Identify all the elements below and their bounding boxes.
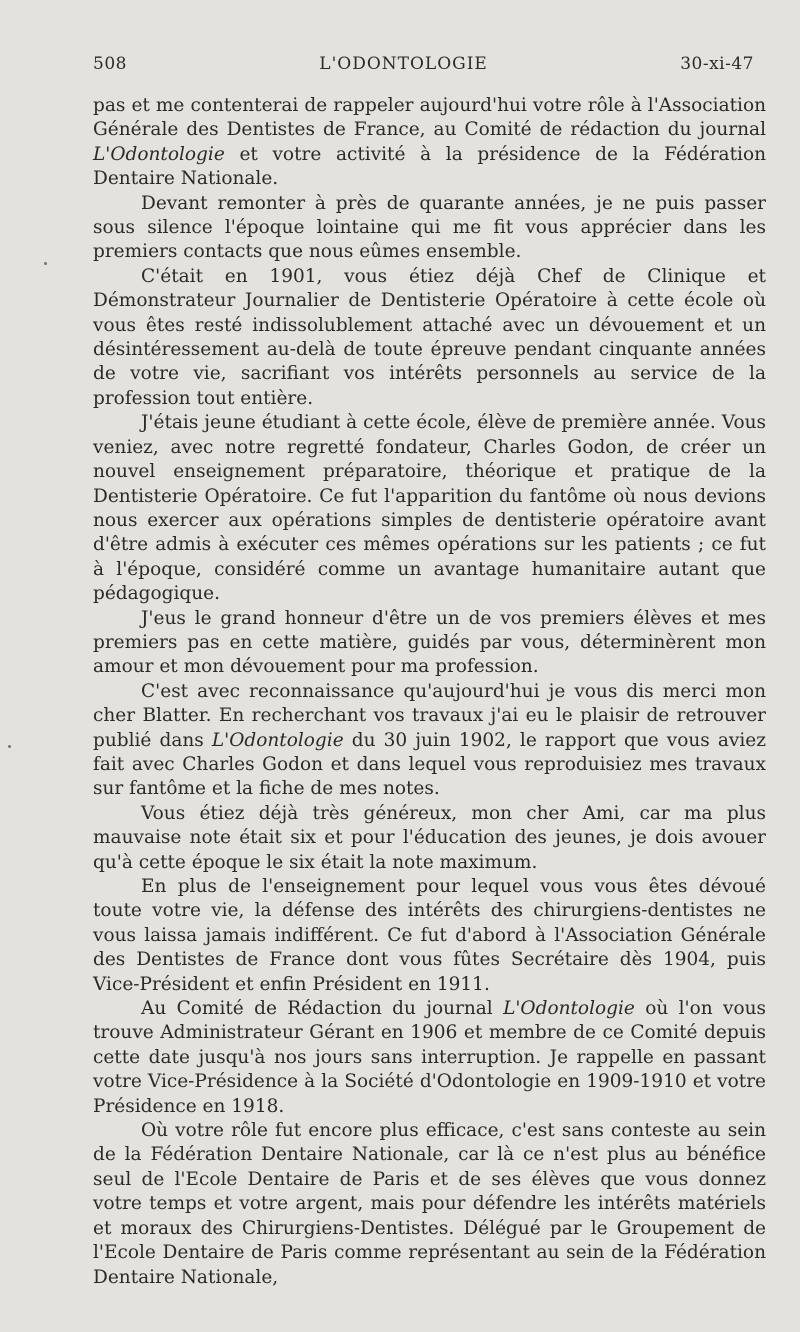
- issue-date: 30-xi-47: [680, 54, 754, 74]
- text-run: C'était en 1901, vous étiez déjà Chef de Clinique et Démonstrateur Journalier de Dentisterie Opératoire à cette école où vous êtes resté indissolublement attaché avec un dévouement et un désintéressement au-delà de toute épreuve pendant cinquante années de votre vie, sacrifiant vos intérêts personnels au service de la profession tout entière.: [93, 265, 766, 409]
- text-run: du 30 juin 1902, le rapport que vous aviez fait avec Charles Godon et dans lequel vous reproduisiez mes travaux sur fantôme et la fiche de mes notes.: [93, 729, 766, 800]
- paragraph: [93, 192, 766, 265]
- text-run: pas et me contenterai de rappeler aujourd'hui votre rôle à l'Association Générale des Dentistes de France, au Comité de rédaction du journal: [93, 95, 766, 141]
- text-run: Vous étiez déjà très généreux, mon cher Ami, car ma plus mauvaise note était six et pour l'éducation des jeunes, je dois avouer qu'à cette époque le six était la note maximum.: [93, 802, 766, 873]
- text-run: C'est avec reconnaissance qu'aujourd'hui je vous dis merci mon cher Blatter. En recherchant vos travaux j'ai eu le plaisir de retrouver publié dans: [93, 680, 766, 751]
- text-run: J'étais jeune étudiant à cette école, élève de première année. Vous veniez, avec notre regretté fondateur, Charles Godon, de créer un nouvel enseignement préparatoire, théorique et pratique de la Dentisterie Opératoire. Ce fut l'apparition du fantôme où nous devions nous exercer aux opérations simples de dentisterie opératoire avant d'être admis à exécuter ces mêmes opérations sur les patients ; ce fut à l'époque, considéré comme un avantage humanitaire autant que pédagogique.: [93, 412, 766, 605]
- print-speck: [44, 262, 47, 265]
- journal-title: L'ODONTOLOGIE: [319, 54, 488, 74]
- text-run: Devant remonter à près de quarante années, je ne puis passer sous silence l'époque lointaine qui me fit vous apprécier dans les premiers contacts que nous eûmes ensemble.: [93, 192, 766, 263]
- journal-name-italic: L'Odontologie: [211, 729, 344, 751]
- paragraph: [93, 680, 766, 802]
- body-text: [93, 94, 766, 1290]
- paragraph: [93, 875, 766, 997]
- paragraph: [93, 997, 766, 1119]
- text-run: Au Comité de Rédaction du journal: [141, 998, 504, 1020]
- text-run: et votre activité à la présidence de la Fédération Dentaire Nationale.: [93, 143, 766, 190]
- print-speck: [8, 745, 11, 748]
- text-run: J'eus le grand honneur d'être un de vos premiers élèves et mes premiers pas en cette matière, guidés par vous, déterminèrent mon amour et mon dévouement pour ma profession.: [93, 607, 766, 678]
- page-number: 508: [93, 54, 127, 74]
- paragraph: [93, 1119, 766, 1290]
- journal-name-italic: L'Odontologie: [503, 998, 635, 1020]
- text-run: Où votre rôle fut encore plus efficace, c'est sans conteste au sein de la Fédération Dentaire Nationale, car là ce n'est plus au bénéfice seul de l'Ecole Dentaire de Paris et de ses élèves que vous donnez votre temps et votre argent, mais pour défendre les intérêts matériels et moraux des Chirurgiens-Dentistes. Délégué par le Groupement de l'Ecole Dentaire de Paris comme représentant au sein de la Fédération Dentaire Nationale,: [93, 1120, 766, 1288]
- paragraph: [93, 265, 766, 411]
- running-header: [93, 54, 766, 74]
- paragraph: [93, 94, 766, 192]
- paragraph: [93, 607, 766, 680]
- paragraph: [93, 411, 766, 606]
- journal-name-italic: L'Odontologie: [93, 143, 225, 165]
- paragraph: [93, 802, 766, 875]
- text-run: où l'on vous trouve Administrateur Gérant en 1906 et membre de ce Comité depuis cette date jusqu'à nos jours sans interruption. Je rappelle en passant votre Vice-Présidence à la Société d'Odontologie en 1909-1910 et votre Présidence en 1918.: [93, 998, 766, 1117]
- text-run: En plus de l'enseignement pour lequel vous vous êtes dévoué toute votre vie, la défense des intérêts des chirurgiens-dentistes ne vous laissa jamais indifférent. Ce fut d'abord à l'Association Générale des Dentistes de France dont vous fûtes Secrétaire dès 1904, puis Vice-Président et enfin Président en 1911.: [93, 876, 766, 995]
